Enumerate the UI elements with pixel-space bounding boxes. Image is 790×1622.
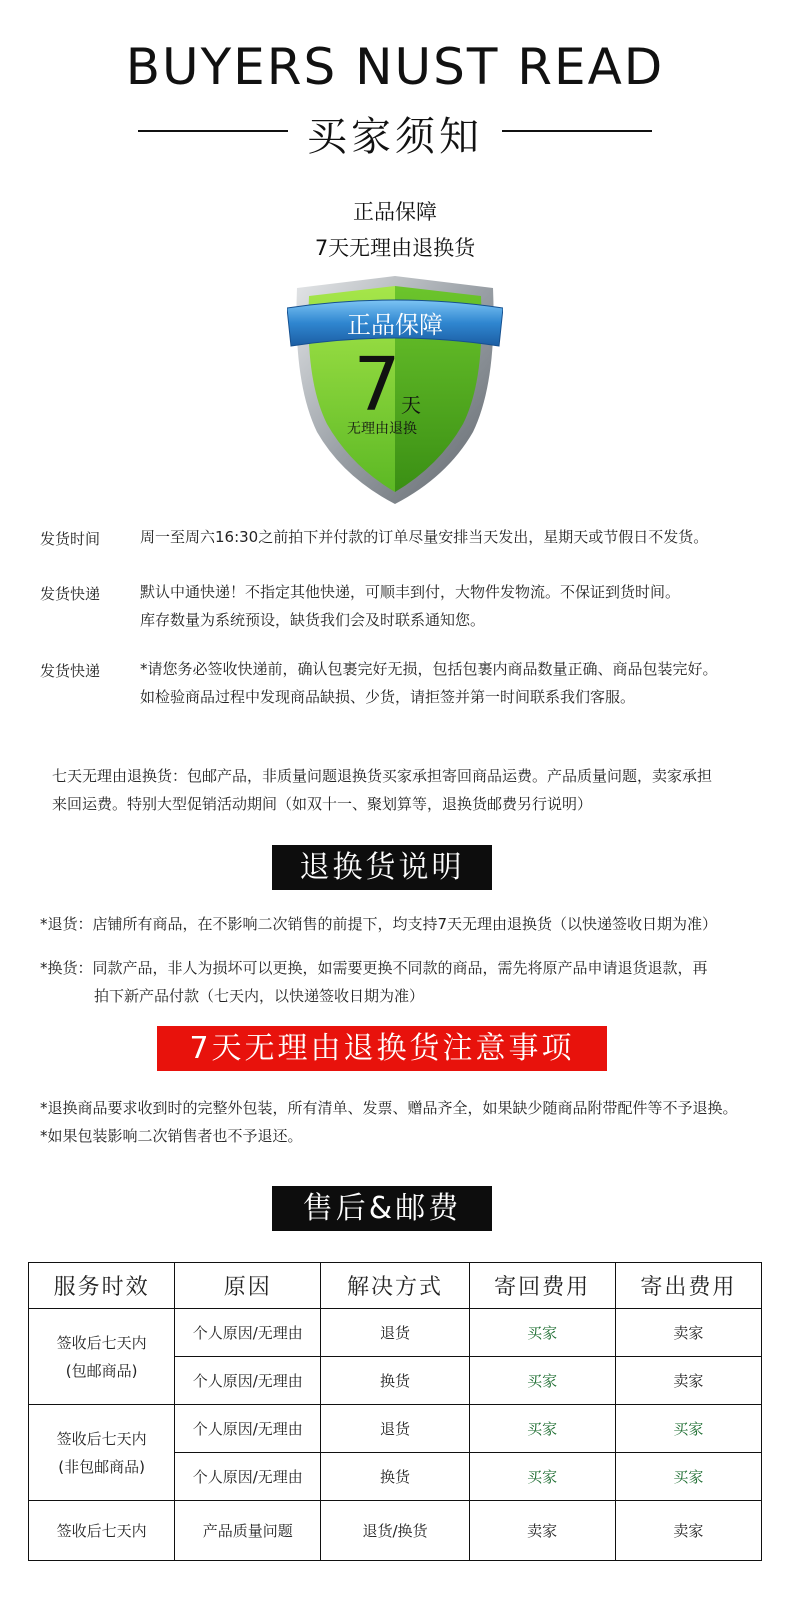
page-title-chinese: 买家须知 (307, 114, 483, 160)
info-text-ship-time (140, 523, 708, 551)
exchange-rule (40, 954, 770, 1010)
table-row (29, 1309, 762, 1357)
send-fee-cell: 买家 (615, 1405, 761, 1453)
exchange-rule-line: *换货：同款产品，非人为损坏可以更换，如需要更换不同款的商品，需先将原产品申请退货退款，再 (40, 959, 708, 977)
send-fee-cell: 买家 (615, 1453, 761, 1501)
period-cell (29, 1405, 175, 1501)
header-method: 解决方式 (321, 1263, 469, 1309)
table-row (29, 1405, 762, 1453)
reason-cell: 个人原因/无理由 (175, 1453, 321, 1501)
guarantee-shield-badge (287, 272, 503, 508)
return-note-line: 七天无理由退换货：包邮产品，非质量问题退换货买家承担寄回商品运费。产品质量问题，卖家承担 (52, 767, 713, 785)
fees-table (28, 1262, 762, 1561)
title-divider-right (502, 130, 652, 132)
method-cell: 换货 (321, 1453, 469, 1501)
send-fee-cell: 卖家 (615, 1309, 761, 1357)
title-cn-row (0, 105, 790, 160)
info-text-courier-check (140, 655, 718, 711)
shield-subtitle: 无理由退换 (347, 421, 417, 437)
return-fee-cell: 卖家 (469, 1501, 615, 1561)
info-label-ship-time: 发货时间 (40, 530, 101, 548)
info-line: 库存数量为系统预设，缺货我们会及时联系通知您。 (140, 611, 486, 629)
period-note: (包邮商品) (65, 1361, 138, 1380)
guarantee-heading: 正品保障 (353, 200, 437, 224)
page-title-english: BUYERS NUST READ (125, 38, 665, 96)
info-line: 默认中通快递！不指定其他快递，可顺丰到付，大物件发物流。不保证到货时间。 (140, 583, 681, 601)
table-row (29, 1501, 762, 1561)
return-policy-note (52, 762, 752, 818)
info-line: *请您务必签收快递前，确认包裹完好无损，包括包裹内商品数量正确、商品包装完好。 (140, 660, 718, 678)
header-return-fee: 寄回费用 (469, 1263, 615, 1309)
period-line: 签收后七天内 (56, 1333, 147, 1352)
return-fee-cell: 买家 (469, 1405, 615, 1453)
shield-icon (287, 272, 503, 508)
period-cell: 签收后七天内 (29, 1501, 175, 1561)
info-line: 如检验商品过程中发现商品缺损、少货，请拒签并第一时间联系我们客服。 (140, 688, 636, 706)
period-line: 签收后七天内 (56, 1429, 147, 1448)
header-reason: 原因 (175, 1263, 321, 1309)
reason-cell: 个人原因/无理由 (175, 1405, 321, 1453)
return-rule: *退货：店铺所有商品，在不影响二次销售的前提下，均支持7天无理由退换货（以快递签收日期为准） (40, 915, 718, 933)
reason-cell: 个人原因/无理由 (175, 1357, 321, 1405)
method-cell: 退货/换货 (321, 1501, 469, 1561)
reason-cell: 产品质量问题 (175, 1501, 321, 1561)
shield-unit: 天 (401, 393, 421, 417)
reason-cell: 个人原因/无理由 (175, 1309, 321, 1357)
send-fee-cell: 卖家 (615, 1501, 761, 1561)
info-label-courier-check: 发货快递 (40, 662, 101, 680)
fees-section-banner: 售后&邮费 (272, 1186, 492, 1231)
info-text-courier (140, 578, 680, 634)
return-fee-cell: 买家 (469, 1453, 615, 1501)
shield-number: 7 (353, 342, 401, 428)
info-label-courier: 发货快递 (40, 585, 101, 603)
method-cell: 退货 (321, 1405, 469, 1453)
method-cell: 退货 (321, 1309, 469, 1357)
table-header-row (29, 1263, 762, 1309)
info-line: 周一至周六16:30之前拍下并付款的订单尽量安排当天发出，星期天或节假日不发货。 (140, 528, 709, 546)
period-note: (非包邮商品) (58, 1457, 145, 1476)
exchange-section-banner: 退换货说明 (272, 845, 492, 890)
notice-line: *如果包装影响二次销售者也不予退还。 (40, 1127, 303, 1145)
shield-ribbon-text: 正品保障 (347, 311, 443, 339)
notice-section-banner: 7天无理由退换货注意事项 (157, 1026, 607, 1071)
guarantee-subheading: 7天无理由退换货 (314, 236, 476, 260)
return-fee-cell: 买家 (469, 1357, 615, 1405)
method-cell: 换货 (321, 1357, 469, 1405)
notice-rules (40, 1094, 780, 1150)
header-period: 服务时效 (29, 1263, 175, 1309)
exchange-rule-line: 拍下新产品付款（七天内，以快递签收日期为准） (94, 987, 425, 1005)
return-fee-cell: 买家 (469, 1309, 615, 1357)
period-cell (29, 1309, 175, 1405)
send-fee-cell: 卖家 (615, 1357, 761, 1405)
return-note-line: 来回运费。特别大型促销活动期间（如双十一、聚划算等，退换货邮费另行说明） (52, 795, 593, 813)
header-send-fee: 寄出费用 (615, 1263, 761, 1309)
notice-line: *退换商品要求收到时的完整外包装，所有清单、发票、赠品齐全，如果缺少随商品附带配件等不予退换。 (40, 1099, 738, 1117)
